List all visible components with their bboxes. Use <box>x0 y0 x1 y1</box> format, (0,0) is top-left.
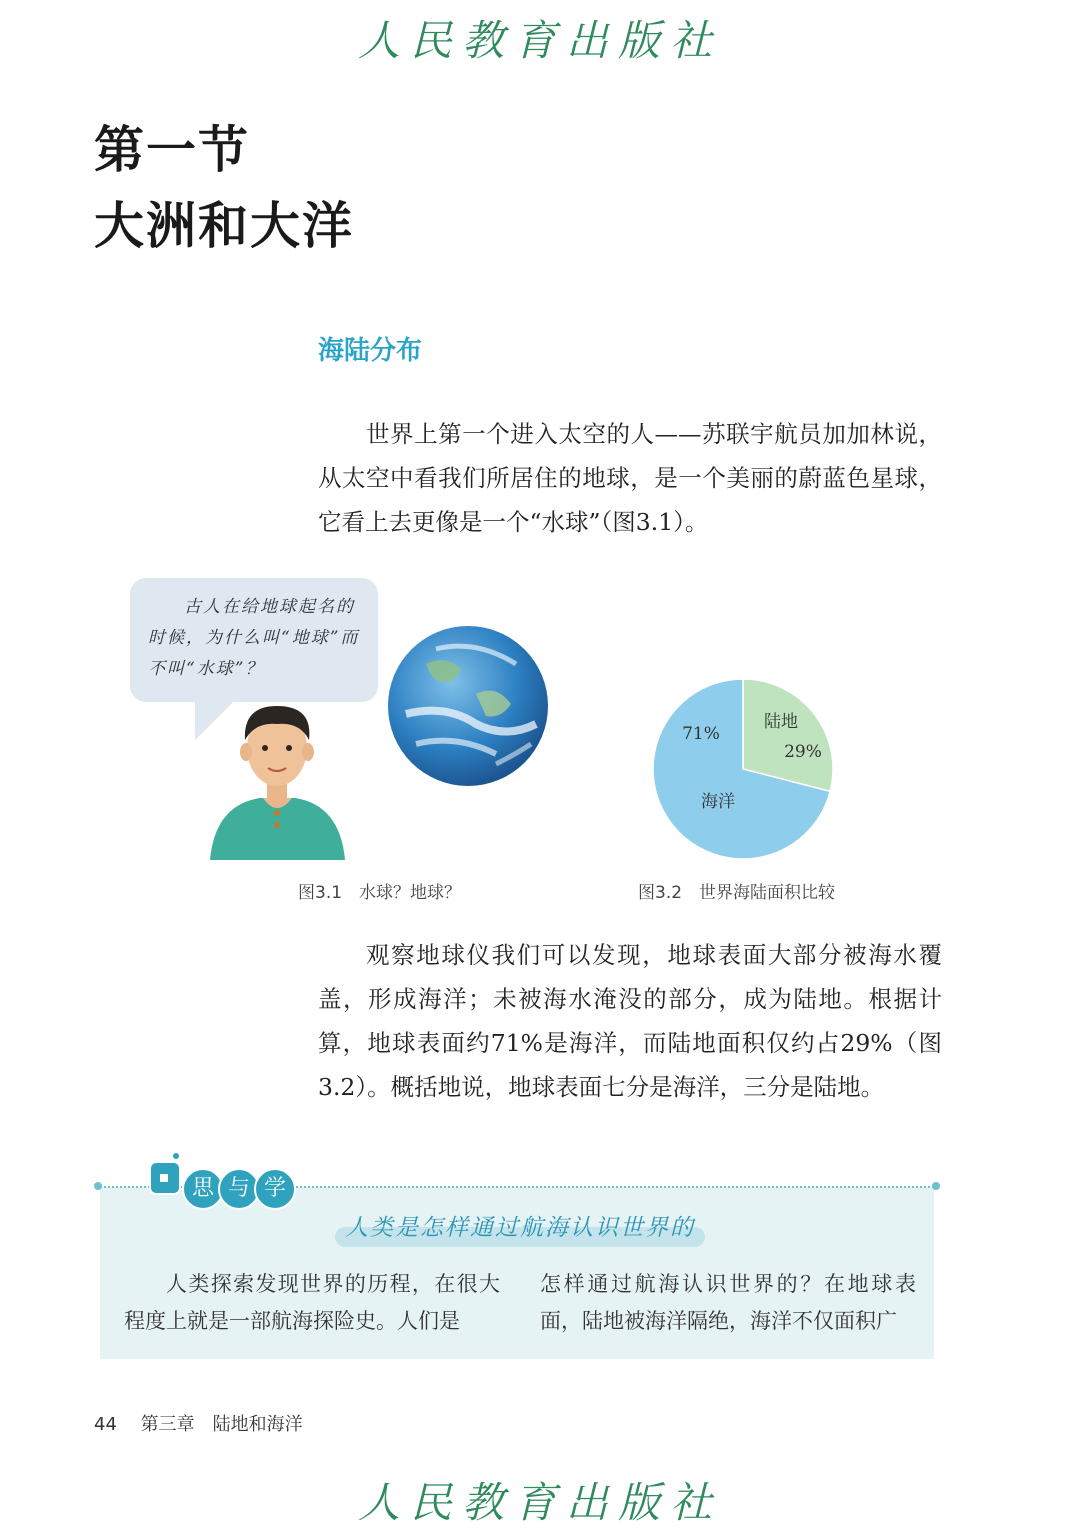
badge-xue: 学 <box>254 1168 296 1210</box>
badge-yu: 与 <box>218 1168 260 1210</box>
pie-value-ocean: 71% <box>682 724 720 744</box>
publisher-footer: 人民教育出版社 <box>357 1478 722 1527</box>
pie-label-land: 陆地 <box>764 712 798 732</box>
section-number-title: 第一节 <box>94 121 250 179</box>
chapter-label: 第三章 陆地和海洋 <box>140 1414 303 1435</box>
think-learn-icon <box>146 1152 186 1198</box>
boy-illustration <box>205 700 350 865</box>
publisher-header: 人民教育出版社 <box>357 16 722 65</box>
body-paragraph: 观察地球仪我们可以发现，地球表面大部分被海水覆盖，形成海洋；未被海水淹没的部分，成为陆地。根据计算，地球表面约71%是海洋，而陆地面积仅约占29%（图3.2）。概括地说，地球表面七分是海洋，三分是陆地。 <box>318 941 942 1101</box>
think-learn-title: 人类是怎样通过航海认识世界的 <box>345 1215 695 1241</box>
figure-3-2-caption: 图3.2 世界海陆面积比较 <box>638 883 836 903</box>
section-heading: 海陆分布 <box>318 336 423 366</box>
earth-globe-image <box>386 624 550 788</box>
intro-paragraph: 世界上第一个进入太空的人——苏联宇航员加加林说，从太空中看我们所居住的地球，是一个美丽的蔚蓝色星球，它看上去更像是一个“水球”（图3.1）。 <box>318 420 942 536</box>
speech-bubble-text: 古人在给地球起名的时候，为什么叫“地球”而不叫“水球”？ <box>148 597 360 679</box>
section-name-title: 大洲和大洋 <box>94 197 354 255</box>
pie-label-ocean: 海洋 <box>701 792 735 812</box>
page-footer <box>94 1410 303 1436</box>
divider-dot <box>94 1182 102 1190</box>
divider-dot <box>932 1182 940 1190</box>
page-number: 44 <box>94 1414 117 1435</box>
pie-value-land: 29% <box>784 742 822 762</box>
land-ocean-pie-chart <box>650 676 840 866</box>
think-learn-left-column: 人类探索发现世界的历程，在很大程度上就是一部航海探险史。人们是 <box>124 1272 500 1333</box>
think-learn-right-column: 怎样通过航海认识世界的？在地球表面，陆地被海洋隔绝，海洋不仅面积广 <box>540 1272 916 1333</box>
figure-3-1-caption: 图3.1 水球？地球？ <box>298 883 462 903</box>
badge-si: 思 <box>182 1168 224 1210</box>
